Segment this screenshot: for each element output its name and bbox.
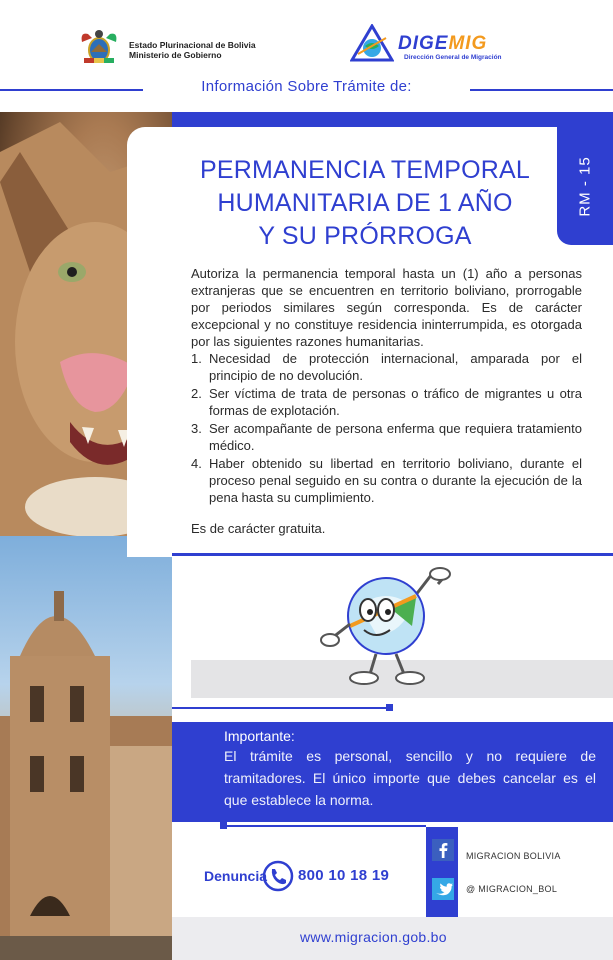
church-illustration bbox=[0, 536, 172, 960]
header bbox=[0, 0, 613, 112]
government-line-2: Ministerio de Gobierno bbox=[129, 50, 222, 60]
globe-mascot-icon bbox=[320, 566, 460, 691]
twitter-icon[interactable] bbox=[432, 878, 454, 900]
description-paragraph: Autoriza la permanencia temporal hasta un (1) año a personas extranjeras que se encuentren en territorio boliviano, prorrogable por periodos similares según corresponda. Es de carácter excepcional y no constituye residencia ininterrumpida, es otorgada por las siguientes razones humanitarias. bbox=[191, 266, 582, 349]
reason-number: 1. bbox=[191, 351, 202, 366]
header-rule-left bbox=[0, 89, 143, 91]
digemig-wordmark bbox=[398, 33, 487, 55]
phone-number[interactable]: 800 10 18 19 bbox=[298, 867, 390, 884]
reasons-list bbox=[191, 350, 582, 507]
procedure-title-line-2: HUMANITARIA DE 1 AÑO bbox=[217, 189, 513, 217]
reason-text: Necesidad de protección internacional, amparada por el principio de no devolución. bbox=[209, 351, 582, 383]
coat-of-arms-icon bbox=[78, 28, 120, 68]
government-label bbox=[129, 40, 256, 60]
digemig-subtitle: Dirección General de Migración bbox=[404, 54, 502, 61]
digemig-wordmark-mig: MIG bbox=[448, 33, 488, 54]
header-rule-right bbox=[470, 89, 613, 91]
important-title: Importante: bbox=[224, 728, 295, 744]
free-note: Es de carácter gratuita. bbox=[191, 521, 326, 536]
info-title: Información Sobre Trámite de: bbox=[201, 78, 412, 95]
twitter-glyph bbox=[432, 878, 454, 900]
reason-item bbox=[191, 385, 582, 419]
facebook-icon[interactable] bbox=[432, 839, 454, 861]
reason-number: 2. bbox=[191, 386, 202, 401]
reason-item bbox=[191, 420, 582, 454]
facebook-handle[interactable]: MIGRACION BOLIVIA bbox=[466, 851, 561, 861]
reason-number: 4. bbox=[191, 456, 202, 471]
reason-item bbox=[191, 350, 582, 384]
important-text: El trámite es personal, sencillo y no requiere de tramitadores. El único importe que debes cancelar es el que establece la norma. bbox=[224, 748, 596, 808]
reason-text: Haber obtenido su libertad en territorio boliviano, durante el proceso penal seguido en su contra o durante la ejecución de la pena hasta su cumplimiento. bbox=[209, 456, 582, 505]
procedure-title-line-3: Y SU PRÓRROGA bbox=[258, 222, 472, 250]
reason-number: 3. bbox=[191, 421, 202, 436]
twitter-handle[interactable]: @ MIGRACION_BOL bbox=[466, 884, 558, 894]
facebook-glyph bbox=[432, 839, 454, 861]
footer-dot bbox=[220, 822, 227, 829]
church-photo bbox=[0, 536, 172, 960]
reason-text: Ser víctima de trata de personas o tráfico de migrantes u otra formas de explotación. bbox=[209, 386, 582, 418]
government-line-1: Estado Plurinacional de Bolivia bbox=[129, 40, 256, 50]
code-tab-label: RM - 15 bbox=[576, 155, 594, 217]
accent-dot bbox=[386, 704, 393, 711]
denuncia-label: Denuncia bbox=[204, 868, 268, 884]
code-tab-label-wrap bbox=[557, 127, 613, 245]
accent-rule bbox=[172, 707, 387, 709]
procedure-title-line-1: PERMANENCIA TEMPORAL bbox=[199, 156, 530, 184]
section-divider bbox=[172, 553, 613, 556]
footer-rule bbox=[226, 825, 426, 827]
procedure-title bbox=[180, 154, 550, 253]
digemig-wordmark-dige: DIGE bbox=[398, 33, 449, 54]
website-link[interactable]: www.migracion.gob.bo bbox=[300, 929, 447, 945]
phone-icon[interactable] bbox=[262, 860, 294, 892]
reason-text: Ser acompañante de persona enferma que requiera tratamiento médico. bbox=[209, 421, 582, 453]
digemig-logo-icon bbox=[350, 24, 394, 64]
reason-item bbox=[191, 455, 582, 506]
